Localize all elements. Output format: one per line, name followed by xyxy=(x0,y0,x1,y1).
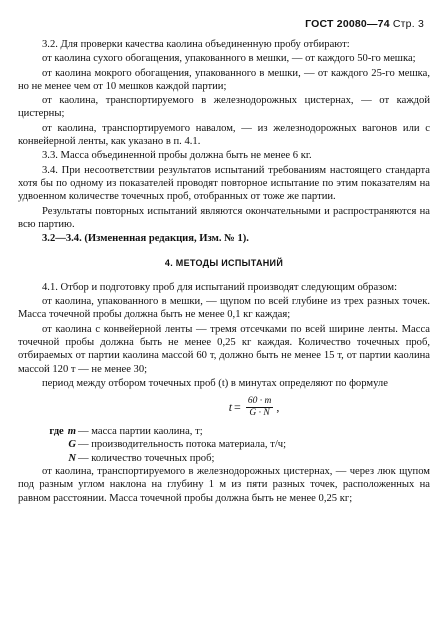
paragraph: от каолина, транспортируемого навалом, — из железнодорожных вагонов или с конвейерной ленты, как указано в п. 4.1. xyxy=(18,122,430,148)
section-title: 4. МЕТОДЫ ИСПЫТАНИЙ xyxy=(164,258,284,269)
formula-numerator: 60 · m xyxy=(247,396,272,407)
paragraph: 3.2. Для проверки качества каолина объединенную пробу отбирают: xyxy=(42,39,350,50)
paragraph: от каолина, упакованного в мешки, — щупом по всей глубине из трех разных точек. Масса точечной пробы должна быть не менее 0,1 кг каждая; xyxy=(18,296,430,321)
variable-symbol: G xyxy=(68,439,76,451)
paragraph: 4.1. Отбор и подготовку проб для испытаний производят следующим образом: xyxy=(42,281,398,293)
formula-tail: , xyxy=(276,399,280,414)
formula-denominator: G · N xyxy=(249,408,270,419)
formula-fraction xyxy=(246,396,274,419)
page-number: Стр. 3 xyxy=(392,18,424,30)
variable-row xyxy=(18,425,430,438)
paragraph: от каолина мокрого обогащения, упакованного в мешки, — от каждого 25-го мешка, но не менее чем от 10 мешков каждой партии; xyxy=(18,67,430,92)
paragraph: период между отбором точечных проб (t) в минутах определяют по формуле xyxy=(42,377,388,389)
variable-definitions xyxy=(18,425,430,465)
document-body xyxy=(18,38,430,505)
paragraph: 3.4. При несоответствии результатов испытаний требованиям настоящего стандарта хотя бы по одному из показателей проводят повторное испытание по этим показателям на удвоенном количестве точечных проб, отобранных от тоже же партии. xyxy=(18,164,430,203)
variable-symbol: N xyxy=(68,452,76,464)
variable-description: — масса партии каолина, т; xyxy=(78,426,203,438)
paragraph: 3.3. Масса объединенной пробы должна быть не менее 6 кг. xyxy=(42,150,312,162)
paragraph: Результаты повторных испытаний являются окончательными и распространяются на всю партию. xyxy=(18,205,430,230)
formula-equals: = xyxy=(234,399,241,414)
variable-description: — производительность потока материала, т/ч; xyxy=(78,439,287,451)
variable-row xyxy=(18,452,430,465)
where-label: где xyxy=(49,426,64,438)
variable-description: — количество точечных проб; xyxy=(78,452,215,464)
page-header xyxy=(305,18,424,30)
paragraph: от каолина сухого обогащения, упакованного в мешки, — от каждого 50-го мешка; xyxy=(42,53,416,65)
formula-lhs: t xyxy=(228,399,233,414)
variable-symbol: где m xyxy=(49,426,76,438)
standard-number: ГОСТ 20080—74 xyxy=(305,18,390,30)
variable-row xyxy=(18,438,430,451)
formula xyxy=(78,396,430,419)
amendment-note: 3.2—3.4. (Измененная редакция, Изм. № 1). xyxy=(42,233,249,245)
paragraph: от каолина, транспортируемого в железнодорожных цистернах, — от каждой цистерны; xyxy=(18,95,430,120)
paragraph: от каолина с конвейерной ленты — тремя отсечками по всей ширине ленты. Масса точечной пробы должна быть не менее 0,25 кг каждая. Количество точечных проб, отбираемых от партии каолина массой 60 т, должно быть не менее 15 т, от партии каолина массой 120 т — не менее 30; xyxy=(18,323,430,375)
paragraph: от каолина, транспортируемого в железнодорожных цистернах, — через люк щупом под разным углом наклона на глубину 1 м из пяти разных точек, расположенных на равном расстоянии. Масса точечной пробы должна быть не менее 0,25 кг; xyxy=(18,466,430,504)
